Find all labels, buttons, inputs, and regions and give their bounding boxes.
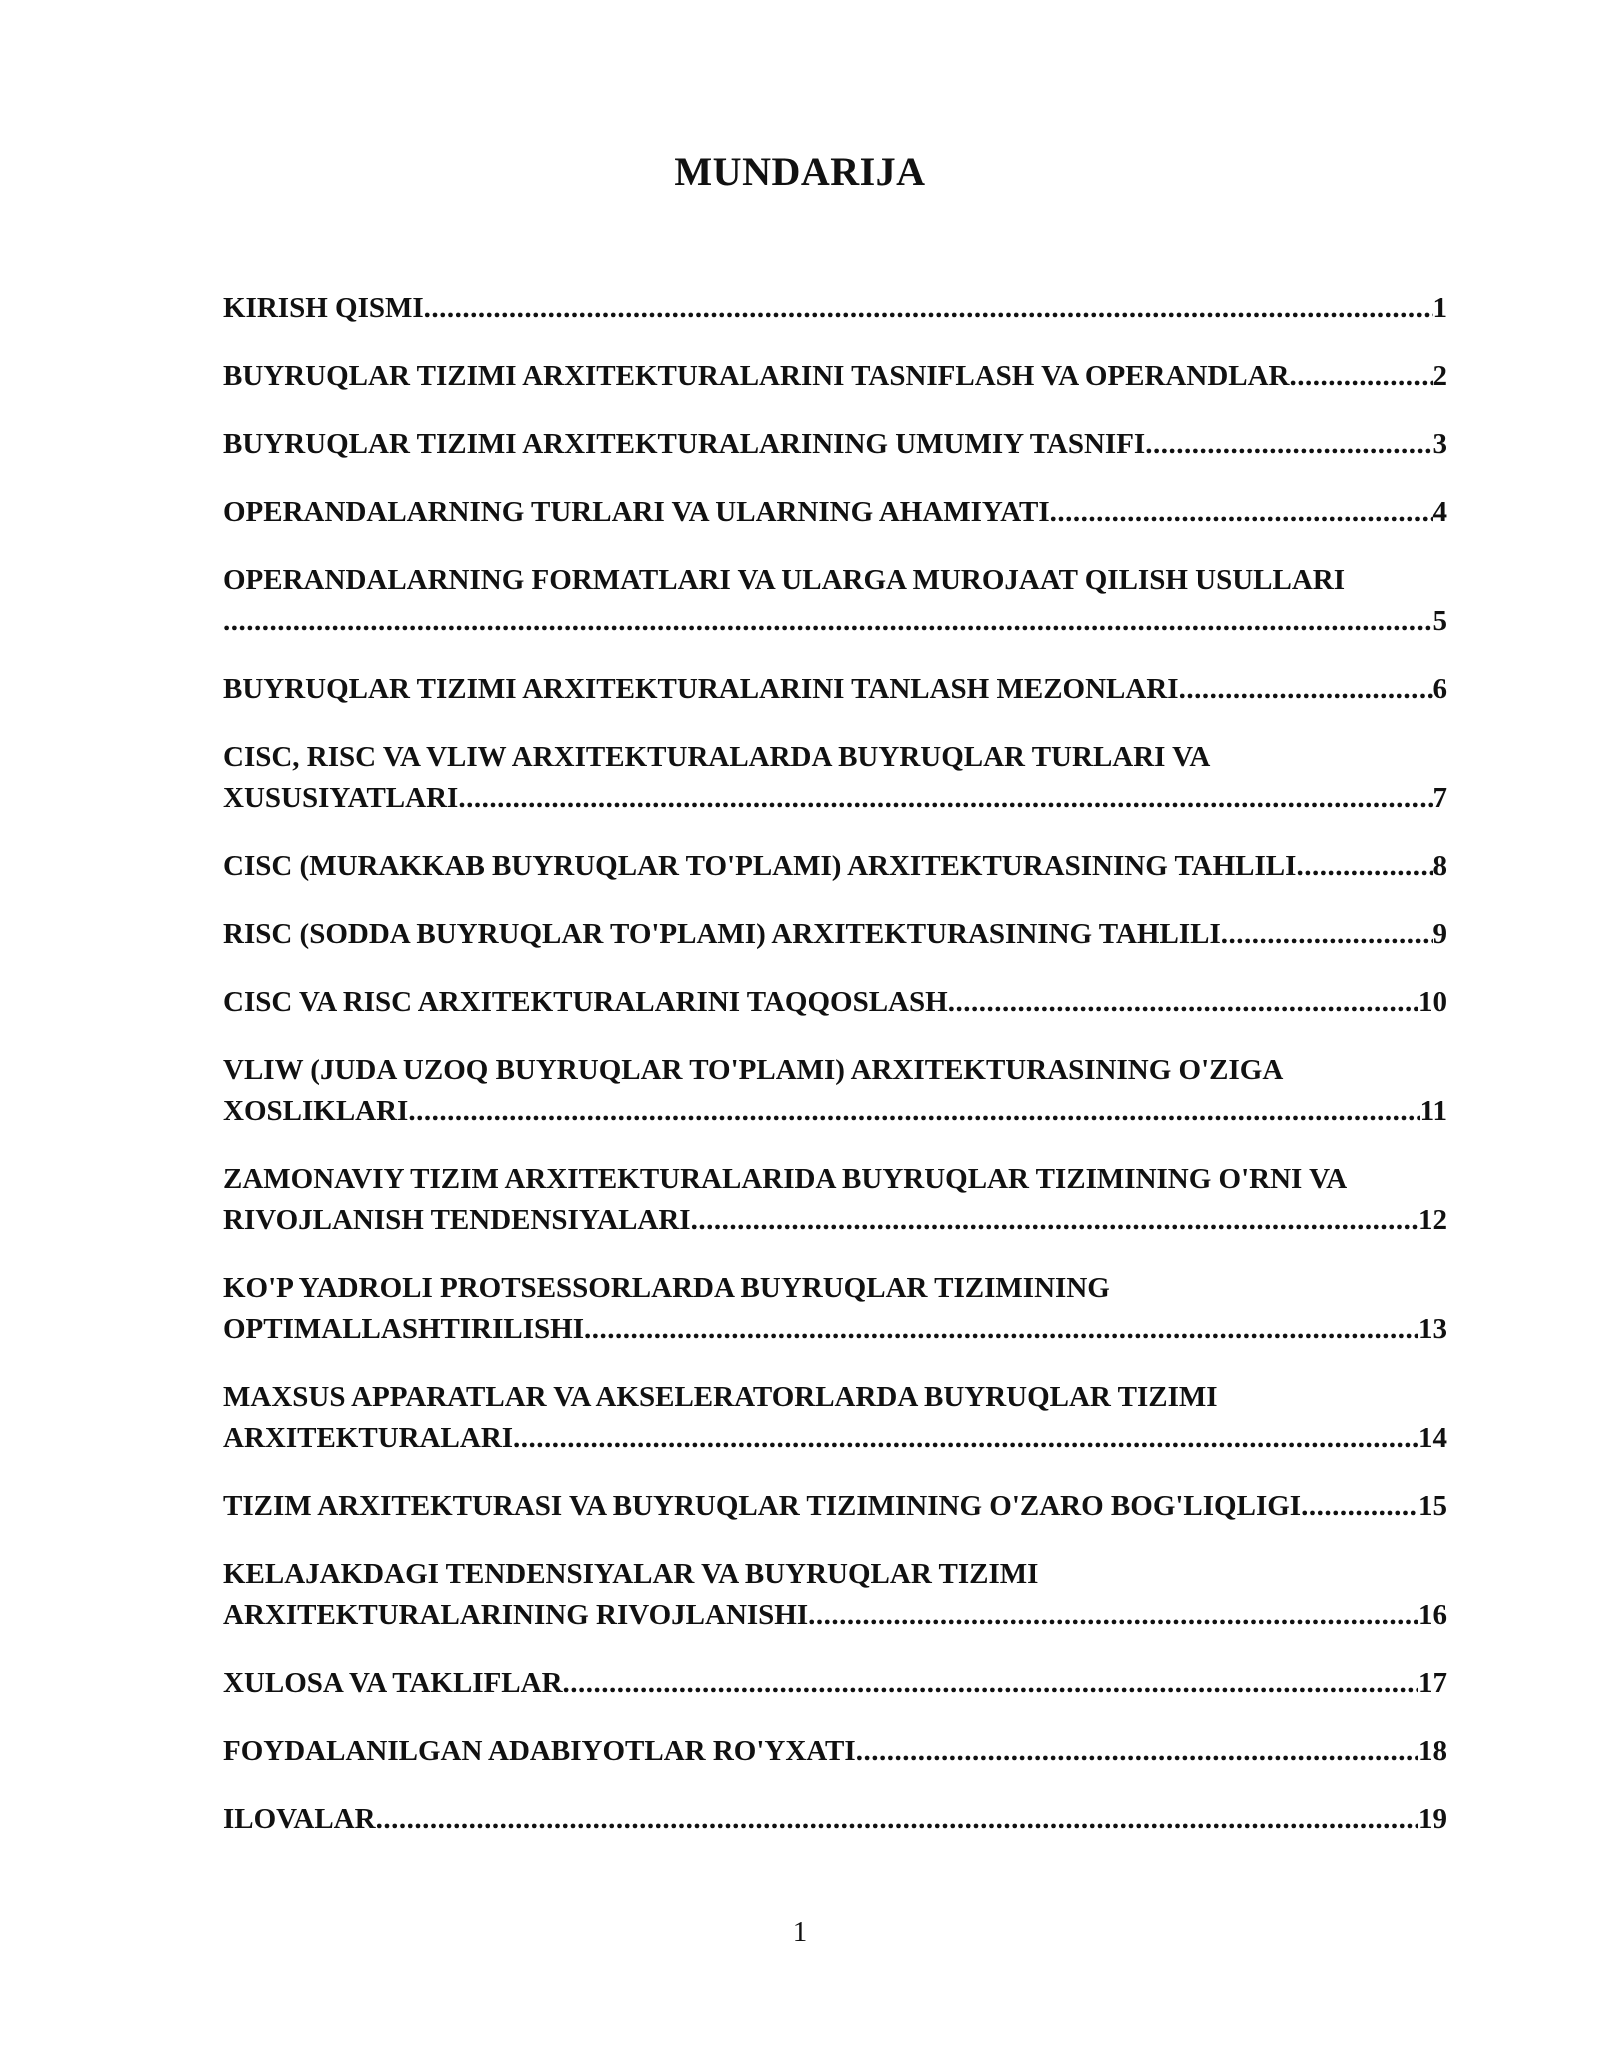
toc-entry[interactable] (223, 669, 1447, 710)
toc-dot-leader (1290, 356, 1433, 397)
toc-entry-title-line: OPERANDALARNING FORMATLARI VA ULARGA MUROJAAT QILISH USULLARI (223, 564, 1346, 596)
toc-entry-leader-line (223, 982, 1447, 1023)
toc-entry[interactable] (223, 1554, 1447, 1636)
toc-entry-page-number: 9 (1432, 918, 1447, 950)
toc-entry-page-number: 16 (1418, 1599, 1447, 1631)
toc-dot-leader (223, 601, 1433, 642)
toc-entry-title-line: CISC, RISC VA VLIW ARXITEKTURALARDA BUYRUQLAR TURLARI VA (223, 741, 1211, 773)
toc-entry[interactable] (223, 1268, 1447, 1350)
toc-entry-title-line: KO'P YADROLI PROTSESSORLARDA BUYRUQLAR TIZIMINING (223, 1272, 1110, 1304)
toc-entry-page-number: 18 (1418, 1735, 1447, 1767)
toc-entry-title: BUYRUQLAR TIZIMI ARXITEKTURALARINI TASNIFLASH VA OPERANDLAR (223, 360, 1290, 392)
toc-entry-leader-line (223, 492, 1447, 533)
toc-entry-title: XULOSA VA TAKLIFLAR (223, 1667, 563, 1699)
toc-entry-title: ARXITEKTURALARI (223, 1422, 514, 1454)
toc-entry[interactable] (223, 1731, 1447, 1772)
toc-entry[interactable] (223, 982, 1447, 1023)
toc-entry-title: CISC VA RISC ARXITEKTURALARINI TAQQOSLASH (223, 986, 948, 1018)
toc-dot-leader (1179, 669, 1433, 710)
toc-dot-leader (1296, 846, 1432, 887)
toc-entry[interactable] (223, 424, 1447, 465)
toc-dot-leader (1145, 424, 1432, 465)
toc-entry-title: ILOVALAR (223, 1803, 376, 1835)
toc-entry[interactable] (223, 1799, 1447, 1840)
toc-entry-leader-line (223, 1595, 1447, 1636)
toc-dot-leader (856, 1731, 1418, 1772)
toc-dot-leader (584, 1309, 1418, 1350)
toc-entry-title: BUYRUQLAR TIZIMI ARXITEKTURALARINING UMUMIY TASNIFI (223, 428, 1146, 460)
toc-entry-title: FOYDALANILGAN ADABIYOTLAR RO'YXATI (223, 1735, 856, 1767)
toc-entry-title: RIVOJLANISH TENDENSIYALARI (223, 1204, 691, 1236)
toc-entry[interactable] (223, 1663, 1447, 1704)
toc-entry-leader-line (223, 669, 1447, 710)
toc-dot-leader (424, 288, 1433, 329)
toc-dot-leader (1301, 1486, 1418, 1527)
toc-entry-page-number: 1 (1432, 292, 1447, 324)
table-of-contents (223, 288, 1447, 1867)
toc-entry-title: RISC (SODDA BUYRUQLAR TO'PLAMI) ARXITEKTURASINING TAHLILI (223, 918, 1221, 950)
toc-entry-title-line: KELAJAKDAGI TENDENSIYALAR VA BUYRUQLAR TIZIMI (223, 1558, 1039, 1590)
toc-entry-leader-line (223, 1799, 1447, 1840)
toc-dot-leader (376, 1799, 1418, 1840)
toc-dot-leader (408, 1091, 1419, 1132)
page-title: MUNDARIJA (674, 149, 926, 194)
toc-entry[interactable] (223, 288, 1447, 329)
toc-dot-leader (1221, 914, 1433, 955)
toc-entry-leader-line (223, 1486, 1447, 1527)
toc-entry-page-number: 5 (1432, 605, 1447, 637)
toc-entry-leader-line (223, 356, 1447, 397)
toc-entry-title: TIZIM ARXITEKTURASI VA BUYRUQLAR TIZIMINING O'ZARO BOG'LIQLIGI (223, 1490, 1302, 1522)
toc-dot-leader (513, 1418, 1418, 1459)
toc-entry-title: ARXITEKTURALARINING RIVOJLANISHI (223, 1599, 809, 1631)
toc-entry-page-number: 15 (1418, 1490, 1447, 1522)
toc-dot-leader (458, 778, 1432, 819)
toc-entry-title-line: ZAMONAVIY TIZIM ARXITEKTURALARIDA BUYRUQLAR TIZIMINING O'RNI VA (223, 1163, 1348, 1195)
toc-entry-leader-line (223, 601, 1447, 642)
toc-entry-leader-line (223, 914, 1447, 955)
toc-entry-page-number: 10 (1418, 986, 1447, 1018)
toc-entry-page-number: 14 (1418, 1422, 1447, 1454)
toc-entry-page-number: 8 (1432, 850, 1447, 882)
toc-entry[interactable] (223, 737, 1447, 819)
toc-entry[interactable] (223, 1159, 1447, 1241)
toc-dot-leader (1050, 492, 1433, 533)
toc-entry[interactable] (223, 492, 1447, 533)
toc-entry-leader-line (223, 1663, 1447, 1704)
toc-entry[interactable] (223, 560, 1447, 642)
toc-entry-title: BUYRUQLAR TIZIMI ARXITEKTURALARINI TANLASH MEZONLARI (223, 673, 1179, 705)
toc-entry-title: OPERANDALARNING TURLARI VA ULARNING AHAMIYATI (223, 496, 1050, 528)
page-number: 1 (792, 1916, 808, 1948)
toc-dot-leader (808, 1595, 1418, 1636)
toc-entry-title: XUSUSIYATLARI (223, 782, 459, 814)
toc-entry-page-number: 11 (1419, 1095, 1447, 1127)
toc-dot-leader (691, 1200, 1418, 1241)
toc-entry-title: XOSLIKLARI (223, 1095, 409, 1127)
toc-entry-title: KIRISH QISMI (223, 292, 424, 324)
toc-entry-leader-line (223, 778, 1447, 819)
toc-entry[interactable] (223, 846, 1447, 887)
toc-entry-page-number: 19 (1418, 1803, 1447, 1835)
toc-entry-page-number: 6 (1432, 673, 1447, 705)
toc-entry[interactable] (223, 914, 1447, 955)
toc-entry-page-number: 17 (1418, 1667, 1447, 1699)
toc-dot-leader (948, 982, 1418, 1023)
toc-entry-page-number: 13 (1418, 1313, 1447, 1345)
toc-entry-title: OPTIMALLASHTIRILISHI (223, 1313, 584, 1345)
toc-entry-leader-line (223, 1200, 1447, 1241)
toc-entry-page-number: 2 (1432, 360, 1447, 392)
toc-entry[interactable] (223, 1050, 1447, 1132)
toc-entry-title: CISC (MURAKKAB BUYRUQLAR TO'PLAMI) ARXITEKTURASINING TAHLILI (223, 850, 1297, 882)
toc-dot-leader (563, 1663, 1418, 1704)
toc-entry-leader-line (223, 1309, 1447, 1350)
toc-entry-leader-line (223, 424, 1447, 465)
toc-entry[interactable] (223, 1486, 1447, 1527)
toc-entry-leader-line (223, 288, 1447, 329)
toc-entry[interactable] (223, 1377, 1447, 1459)
toc-entry[interactable] (223, 356, 1447, 397)
toc-entry-page-number: 12 (1418, 1204, 1447, 1236)
toc-entry-leader-line (223, 846, 1447, 887)
toc-entry-leader-line (223, 1091, 1447, 1132)
toc-entry-page-number: 7 (1432, 782, 1447, 814)
toc-entry-title-line: VLIW (JUDA UZOQ BUYRUQLAR TO'PLAMI) ARXITEKTURASINING O'ZIGA (223, 1054, 1284, 1086)
toc-entry-title-line: MAXSUS APPARATLAR VA AKSELERATORLARDA BUYRUQLAR TIZIMI (223, 1381, 1218, 1413)
toc-entry-page-number: 4 (1432, 496, 1447, 528)
toc-entry-leader-line (223, 1731, 1447, 1772)
toc-entry-leader-line (223, 1418, 1447, 1459)
toc-entry-page-number: 3 (1432, 428, 1447, 460)
